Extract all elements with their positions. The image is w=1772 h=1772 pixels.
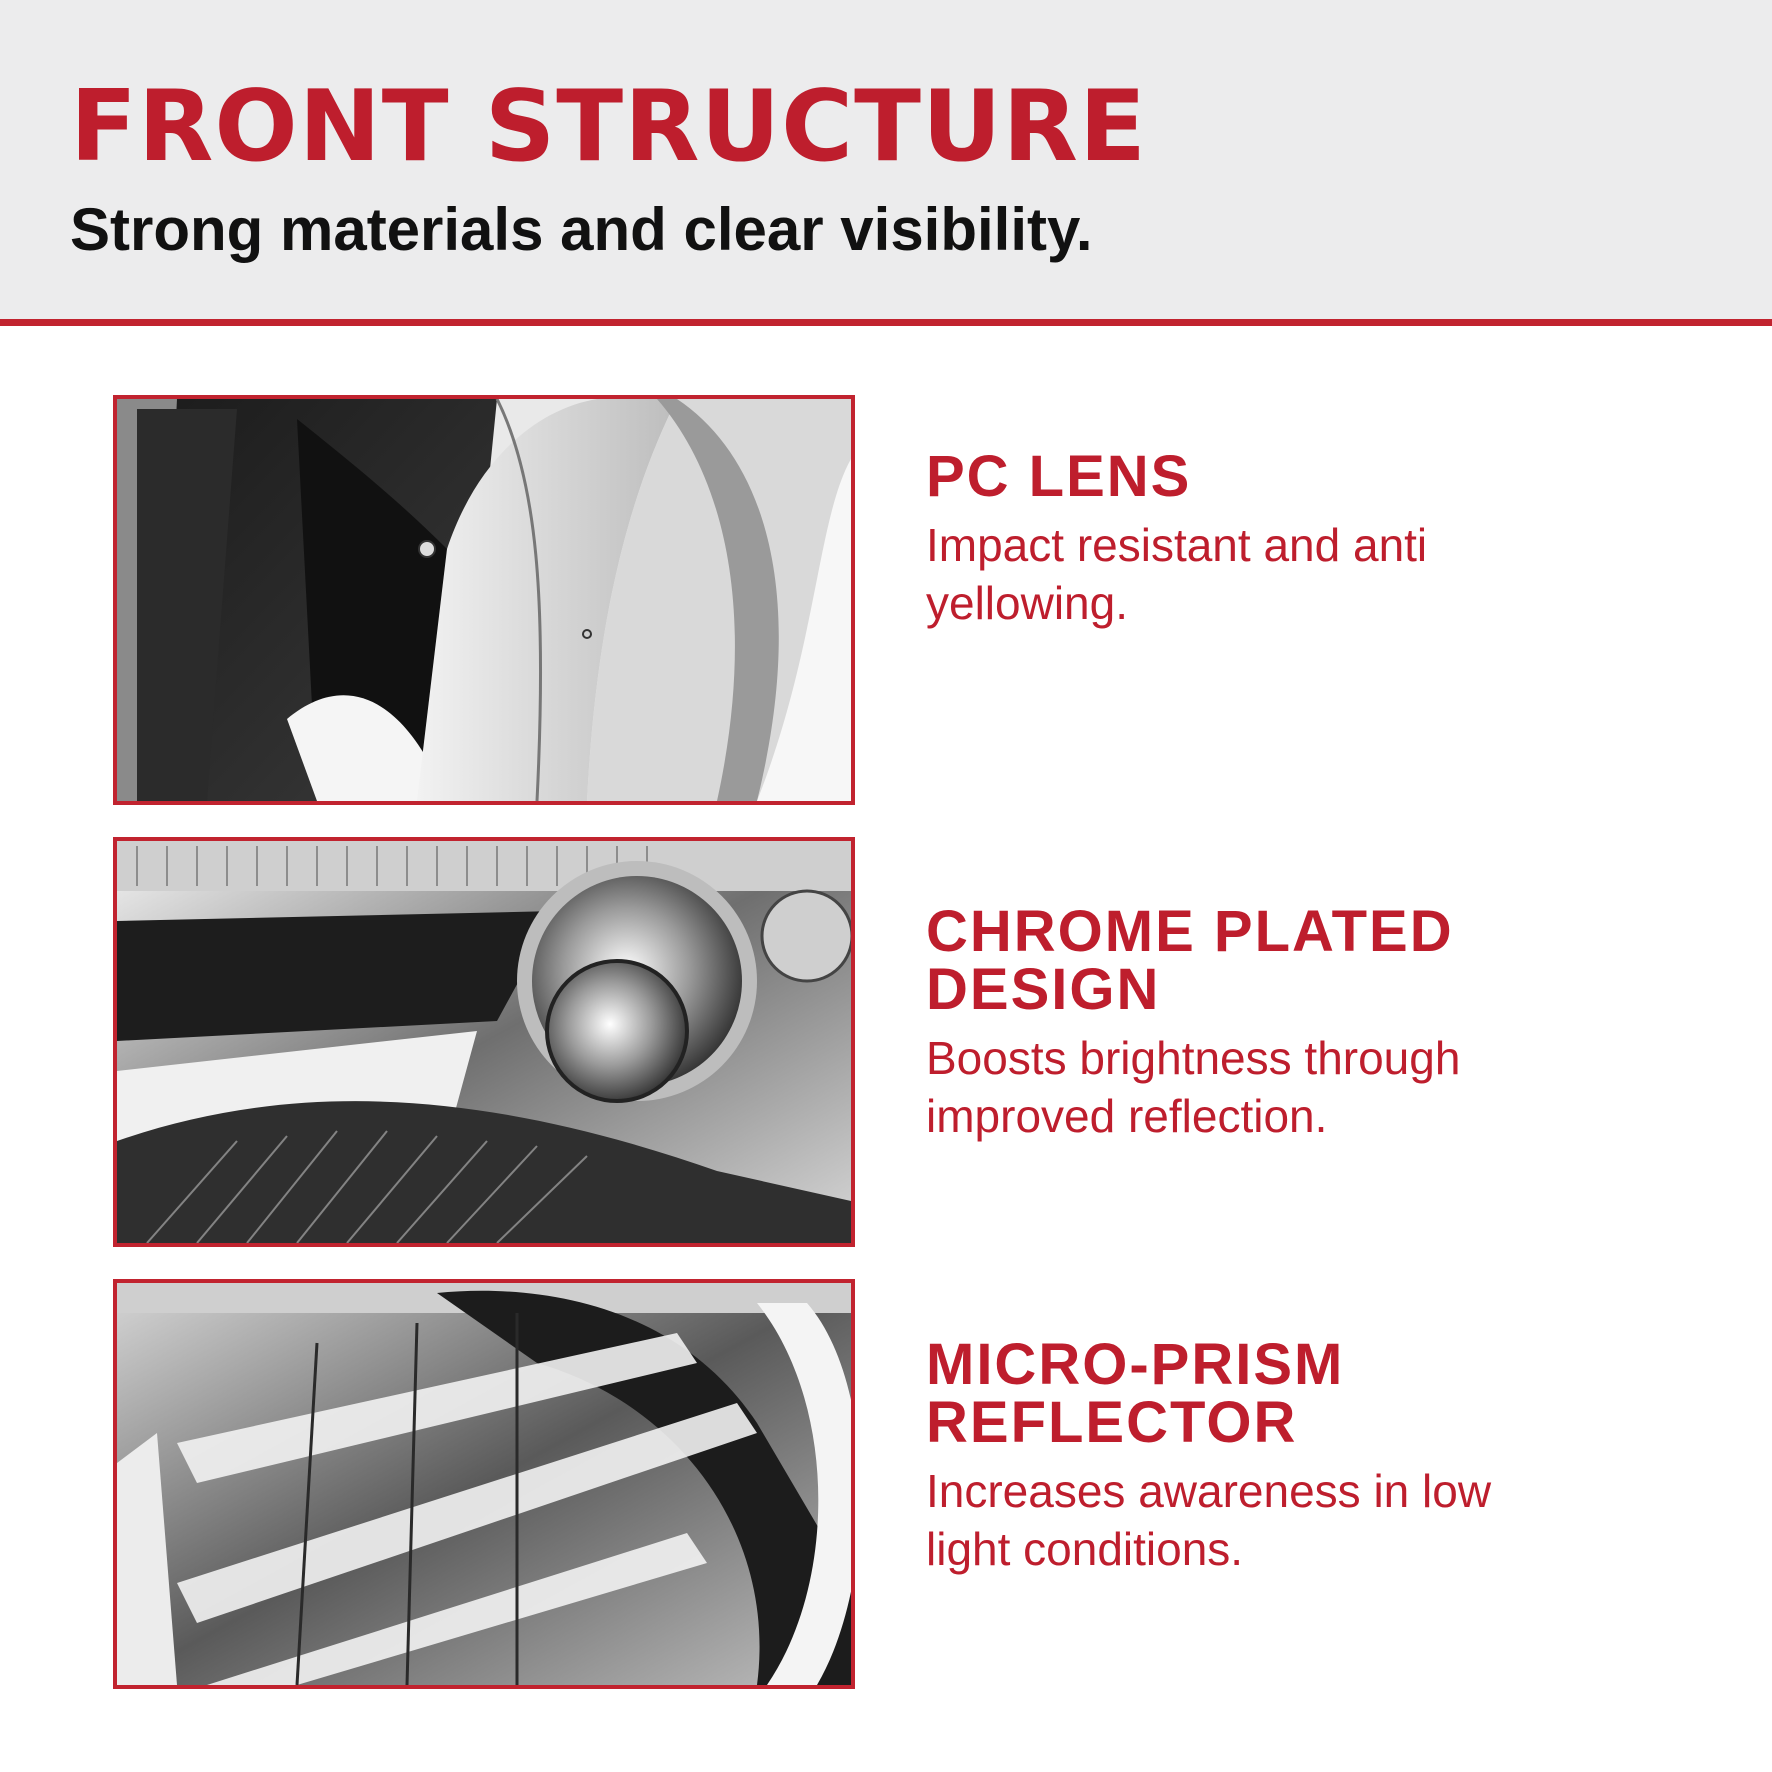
feature-description: Boosts brightness through improved reflection.: [926, 1032, 1461, 1142]
feature-title: MICRO-PRISM REFLECTOR: [926, 1332, 1345, 1455]
micro-prism-reflector-photo: [113, 1279, 855, 1689]
pc-lens-photo: [113, 395, 855, 805]
page-subtitle: Strong materials and clear visibility.: [70, 196, 1093, 263]
feature-description: Impact resistant and anti yellowing.: [926, 519, 1428, 629]
feature-pc-lens: [926, 444, 1726, 632]
feature-title: PC LENS: [926, 444, 1192, 509]
feature-title: CHROME PLATED DESIGN: [926, 899, 1454, 1022]
feature-description: Increases awareness in low light conditions.: [926, 1465, 1492, 1575]
feature-micro-prism-reflector: [926, 1332, 1726, 1578]
feature-chrome-plated-design: [926, 899, 1726, 1145]
chrome-plated-photo: [113, 837, 855, 1247]
page-title: FRONT STRUCTURE: [70, 70, 1147, 184]
header-divider: [0, 319, 1772, 326]
